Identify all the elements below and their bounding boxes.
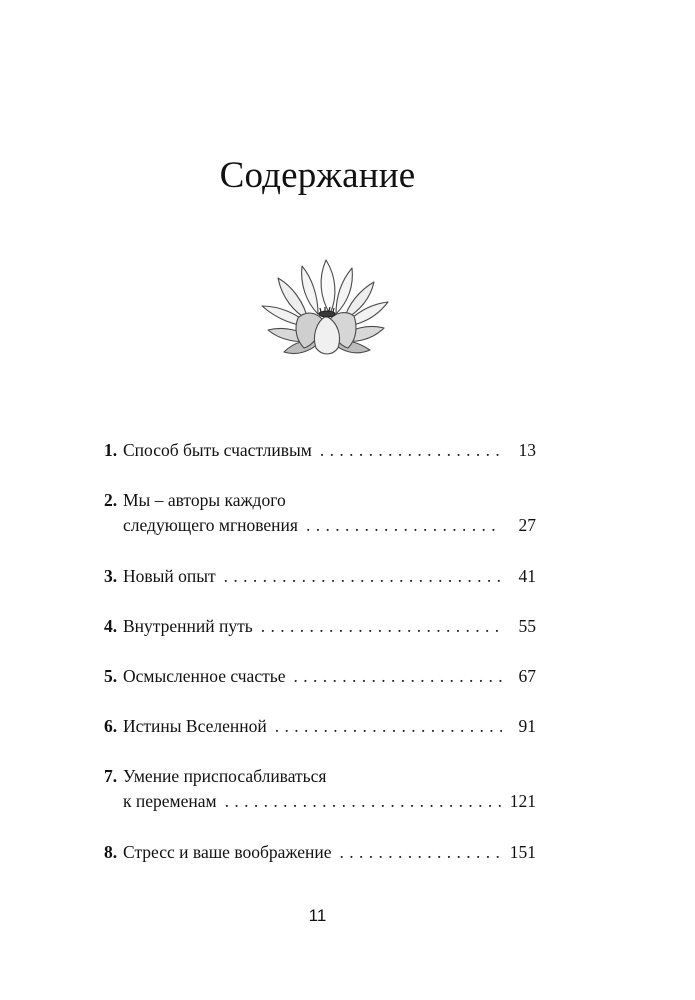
toc-entry-title-continued: к переменам (123, 791, 217, 811)
toc-entry-title-continued: следующего мгновения (123, 515, 298, 535)
toc-entry-title: Мы – авторы каждого (123, 490, 286, 510)
table-of-contents (104, 438, 536, 890)
toc-entry-number: 8. (104, 842, 118, 862)
toc-entry-title: Способ быть счастливым (123, 440, 312, 460)
toc-entry-title: Новый опыт (123, 566, 216, 586)
toc-entry-number: 6. (104, 716, 118, 736)
toc-entry-7[interactable] (104, 764, 536, 814)
toc-entry-6[interactable] (104, 714, 536, 739)
dot-leader (275, 714, 502, 739)
lotus-illustration (258, 256, 392, 368)
toc-entry-number: 3. (104, 566, 118, 586)
toc-entry-8[interactable] (104, 840, 536, 865)
dot-leader (225, 789, 502, 814)
page-number: 11 (308, 906, 327, 925)
toc-entry-page: 27 (518, 515, 536, 535)
toc-entry-number: 2. (104, 490, 118, 510)
toc-entry-title: Внутренний путь (123, 616, 253, 636)
toc-entry-title: Стресс и ваше воображение (123, 842, 332, 862)
dot-leader (320, 438, 502, 463)
toc-entry-5[interactable] (104, 664, 536, 689)
toc-entry-title: Истины Вселенной (123, 716, 267, 736)
toc-entry-page: 41 (518, 566, 536, 586)
dot-leader (261, 614, 502, 639)
toc-entry-number: 7. (104, 766, 118, 786)
toc-entry-number: 4. (104, 616, 118, 636)
dot-leader (340, 840, 502, 865)
toc-entry-1[interactable] (104, 438, 536, 463)
dot-leader (294, 664, 503, 689)
toc-entry-page: 121 (509, 791, 536, 811)
toc-entry-page: 151 (509, 842, 536, 862)
toc-entry-page: 55 (518, 616, 536, 636)
toc-entry-4[interactable] (104, 614, 536, 639)
page-title: Содержание (219, 155, 416, 196)
lotus-icon (258, 256, 392, 368)
toc-entry-number: 1. (104, 440, 118, 460)
dot-leader (306, 513, 502, 538)
toc-entry-3[interactable] (104, 564, 536, 589)
dot-leader (224, 564, 502, 589)
toc-entry-page: 91 (518, 716, 536, 736)
toc-entry-title: Умение приспосабливаться (123, 766, 327, 786)
toc-entry-number: 5. (104, 666, 118, 686)
toc-entry-page: 13 (518, 440, 536, 460)
toc-entry-2[interactable] (104, 488, 536, 538)
toc-entry-title: Осмысленное счастье (123, 666, 286, 686)
toc-entry-page: 67 (518, 666, 536, 686)
